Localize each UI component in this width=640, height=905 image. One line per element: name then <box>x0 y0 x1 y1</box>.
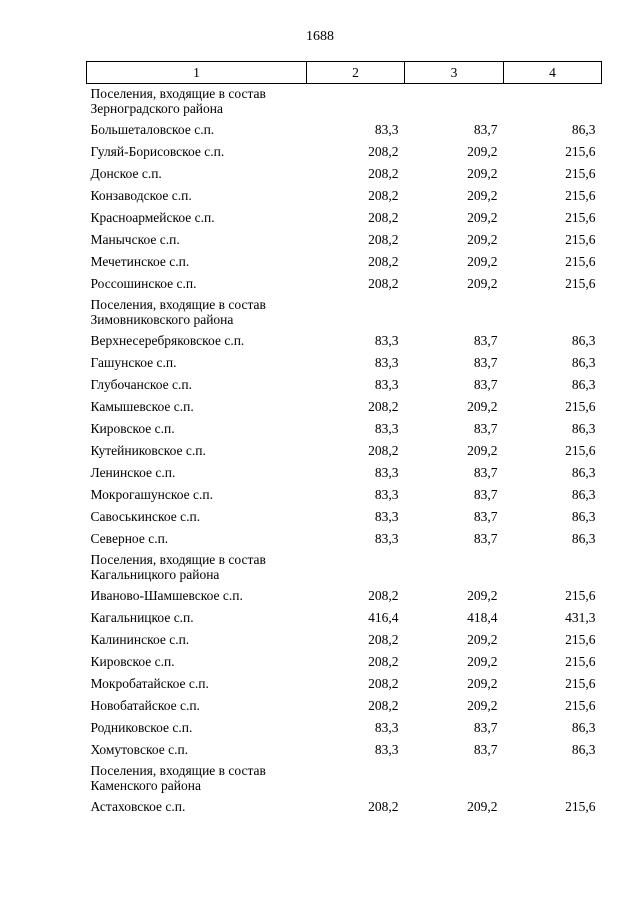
table-row <box>87 352 602 374</box>
value-col-3: 83,7 <box>473 421 498 436</box>
settlement-name: Астаховское с.п. <box>90 799 186 814</box>
value-col-4: 86,3 <box>571 355 596 370</box>
settlement-name: Мокрогашунское с.п. <box>90 487 213 502</box>
group-title-line: Поселения, входящие в состав <box>90 86 266 101</box>
table-row <box>87 717 602 739</box>
value-col-4: 86,3 <box>571 531 596 546</box>
settlement-name: Ленинское с.п. <box>90 465 176 480</box>
settlement-name: Манычское с.п. <box>90 232 180 247</box>
settlement-name: Кировское с.п. <box>90 654 175 669</box>
table-row <box>87 374 602 396</box>
value-col-2: 416,4 <box>368 610 399 625</box>
table-row <box>87 739 602 761</box>
table-row <box>87 229 602 251</box>
settlement-name: Кагальницкое с.п. <box>90 610 194 625</box>
value-col-4: 215,6 <box>565 698 596 713</box>
value-col-4: 215,6 <box>565 676 596 691</box>
value-col-4: 215,6 <box>565 166 596 181</box>
table-row <box>87 396 602 418</box>
value-col-3: 83,7 <box>473 487 498 502</box>
value-col-4: 86,3 <box>571 487 596 502</box>
settlement-name: Кутейниковское с.п. <box>90 443 206 458</box>
group-title-line: Поселения, входящие в состав <box>90 552 266 567</box>
value-col-4: 86,3 <box>571 742 596 757</box>
value-col-3: 209,2 <box>467 799 498 814</box>
value-col-3: 209,2 <box>467 210 498 225</box>
group-header-row <box>87 295 602 330</box>
value-col-2: 208,2 <box>368 632 399 647</box>
settlement-name: Большеталовское с.п. <box>90 122 215 137</box>
table-header-row <box>87 62 602 84</box>
value-col-4: 86,3 <box>571 720 596 735</box>
value-col-4: 215,6 <box>565 210 596 225</box>
value-col-2: 83,3 <box>374 720 399 735</box>
value-col-2: 83,3 <box>374 421 399 436</box>
table-row <box>87 185 602 207</box>
value-col-3: 209,2 <box>467 399 498 414</box>
table-row <box>87 585 602 607</box>
settlement-name: Мечетинское с.п. <box>90 254 190 269</box>
settlement-name: Конзаводское с.п. <box>90 188 192 203</box>
value-col-2: 208,2 <box>368 399 399 414</box>
group-title-line: Поселения, входящие в состав <box>90 297 266 312</box>
value-col-2: 208,2 <box>368 166 399 181</box>
settlement-name: Иваново-Шамшевское с.п. <box>90 588 243 603</box>
value-col-2: 83,3 <box>374 742 399 757</box>
settlement-name: Глубочанское с.п. <box>90 377 192 392</box>
table-row <box>87 673 602 695</box>
table-row <box>87 651 602 673</box>
column-header-3: 3 <box>405 62 504 84</box>
value-col-4: 86,3 <box>571 122 596 137</box>
value-col-4: 86,3 <box>571 465 596 480</box>
table-row <box>87 484 602 506</box>
value-col-2: 208,2 <box>368 588 399 603</box>
value-col-4: 215,6 <box>565 799 596 814</box>
group-title-line: Поселения, входящие в состав <box>90 763 266 778</box>
value-col-4: 215,6 <box>565 443 596 458</box>
value-col-3: 209,2 <box>467 632 498 647</box>
table-row <box>87 119 602 141</box>
settlement-name: Северное с.п. <box>90 531 169 546</box>
value-col-2: 208,2 <box>368 232 399 247</box>
table-row <box>87 251 602 273</box>
table-row <box>87 163 602 185</box>
table-row <box>87 462 602 484</box>
value-col-2: 83,3 <box>374 377 399 392</box>
value-col-3: 418,4 <box>467 610 498 625</box>
value-col-2: 208,2 <box>368 144 399 159</box>
group-title-line: Каменского района <box>90 778 201 793</box>
group-header-row <box>87 84 602 120</box>
allocation-table <box>86 61 602 818</box>
settlement-name: Красноармейское с.п. <box>90 210 215 225</box>
value-col-3: 209,2 <box>467 654 498 669</box>
settlement-name: Новобатайское с.п. <box>90 698 200 713</box>
value-col-3: 83,7 <box>473 742 498 757</box>
table-row <box>87 440 602 462</box>
value-col-3: 209,2 <box>467 254 498 269</box>
value-col-3: 83,7 <box>473 377 498 392</box>
settlement-name: Мокробатайское с.п. <box>90 676 209 691</box>
value-col-4: 215,6 <box>565 399 596 414</box>
table-row <box>87 207 602 229</box>
value-col-2: 208,2 <box>368 443 399 458</box>
value-col-4: 86,3 <box>571 421 596 436</box>
table-row <box>87 506 602 528</box>
value-col-3: 83,7 <box>473 531 498 546</box>
value-col-3: 209,2 <box>467 188 498 203</box>
value-col-3: 209,2 <box>467 144 498 159</box>
settlement-name: Калининское с.п. <box>90 632 190 647</box>
value-col-4: 215,6 <box>565 588 596 603</box>
value-col-4: 215,6 <box>565 632 596 647</box>
value-col-2: 83,3 <box>374 465 399 480</box>
settlement-name: Родниковское с.п. <box>90 720 193 735</box>
value-col-3: 83,7 <box>473 355 498 370</box>
value-col-4: 215,6 <box>565 254 596 269</box>
value-col-2: 83,3 <box>374 122 399 137</box>
value-col-4: 431,3 <box>565 610 596 625</box>
settlement-name: Гуляй-Борисовское с.п. <box>90 144 225 159</box>
settlement-name: Кировское с.п. <box>90 421 175 436</box>
value-col-2: 208,2 <box>368 698 399 713</box>
group-title <box>87 761 602 796</box>
value-col-3: 209,2 <box>467 676 498 691</box>
value-col-4: 86,3 <box>571 377 596 392</box>
column-header-4: 4 <box>504 62 602 84</box>
group-title <box>87 84 602 120</box>
value-col-2: 83,3 <box>374 355 399 370</box>
group-header-row <box>87 550 602 585</box>
table-row <box>87 528 602 550</box>
group-title-line: Кагальницкого района <box>90 567 220 582</box>
value-col-4: 215,6 <box>565 654 596 669</box>
value-col-3: 209,2 <box>467 276 498 291</box>
settlement-name: Савоськинское с.п. <box>90 509 201 524</box>
value-col-2: 83,3 <box>374 531 399 546</box>
value-col-4: 86,3 <box>571 333 596 348</box>
table-row <box>87 796 602 818</box>
table-row <box>87 273 602 295</box>
table-row <box>87 330 602 352</box>
value-col-2: 208,2 <box>368 188 399 203</box>
value-col-2: 208,2 <box>368 654 399 669</box>
page-number: 1688 <box>306 29 334 44</box>
value-col-2: 208,2 <box>368 799 399 814</box>
value-col-2: 208,2 <box>368 254 399 269</box>
settlement-name: Донское с.п. <box>90 166 162 181</box>
value-col-2: 83,3 <box>374 333 399 348</box>
value-col-2: 208,2 <box>368 210 399 225</box>
settlement-name: Камышевское с.п. <box>90 399 194 414</box>
value-col-3: 209,2 <box>467 166 498 181</box>
group-title <box>87 550 602 585</box>
group-title-line: Зерноградского района <box>90 101 224 116</box>
value-col-3: 83,7 <box>473 122 498 137</box>
table-row <box>87 629 602 651</box>
value-col-3: 209,2 <box>467 698 498 713</box>
value-col-4: 215,6 <box>565 188 596 203</box>
value-col-4: 215,6 <box>565 144 596 159</box>
value-col-3: 209,2 <box>467 443 498 458</box>
value-col-3: 209,2 <box>467 232 498 247</box>
value-col-3: 83,7 <box>473 509 498 524</box>
settlement-name: Хомутовское с.п. <box>90 742 189 757</box>
value-col-3: 209,2 <box>467 588 498 603</box>
settlement-name: Россошинское с.п. <box>90 276 197 291</box>
table-row <box>87 418 602 440</box>
value-col-2: 208,2 <box>368 676 399 691</box>
table-row <box>87 607 602 629</box>
column-header-1: 1 <box>87 62 307 84</box>
settlement-name: Верхнесеребряковское с.п. <box>90 333 245 348</box>
value-col-4: 215,6 <box>565 276 596 291</box>
group-header-row <box>87 761 602 796</box>
value-col-2: 83,3 <box>374 487 399 502</box>
value-col-2: 83,3 <box>374 509 399 524</box>
settlement-name: Гашунское с.п. <box>90 355 177 370</box>
value-col-4: 215,6 <box>565 232 596 247</box>
value-col-3: 83,7 <box>473 465 498 480</box>
table-row <box>87 695 602 717</box>
table-body <box>87 84 602 819</box>
value-col-3: 83,7 <box>473 333 498 348</box>
group-title <box>87 295 602 330</box>
value-col-3: 83,7 <box>473 720 498 735</box>
table-row <box>87 141 602 163</box>
value-col-4: 86,3 <box>571 509 596 524</box>
column-header-2: 2 <box>307 62 405 84</box>
value-col-2: 208,2 <box>368 276 399 291</box>
group-title-line: Зимовниковского района <box>90 312 234 327</box>
